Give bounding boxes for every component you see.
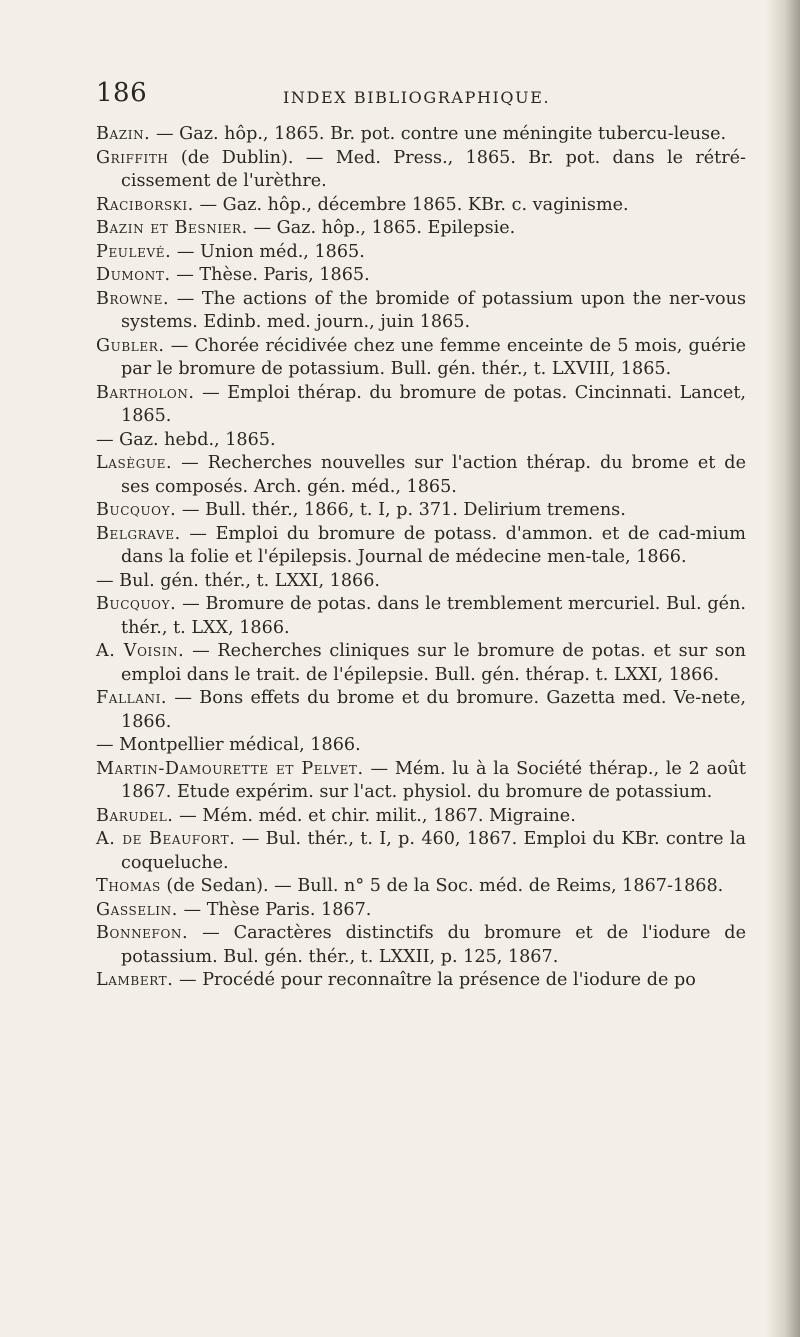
entry-text: — Bul. thér., t. I, p. 460, 1867. Emploi du KBr. contre la coqueluche. — [121, 829, 747, 873]
entry-author: Dumont. — [96, 265, 171, 285]
entry-author: Lambert. — [96, 970, 174, 990]
entry-text: — Bromure de potas. dans le tremblement mercuriel. Bul. gén. thér., t. LXX, 1866. — [121, 594, 746, 638]
bibliography-entry — [96, 875, 746, 899]
bibliography-entry — [96, 899, 746, 923]
entry-author: Raciborski. — [96, 194, 194, 215]
running-title: INDEX BIBLIOGRAPHIQUE. — [283, 88, 551, 107]
bibliography-entry — [96, 523, 746, 570]
bibliography-entry — [96, 687, 746, 734]
entry-text: — Montpellier médical, 1866. — [96, 735, 361, 755]
entry-author: Browne. — [96, 288, 170, 309]
bibliography-entry — [96, 264, 746, 288]
entry-text: (de Sedan). — Bull. n° 5 de la Soc. méd. de Reims, 1867-1868. — [160, 876, 724, 896]
bibliography-entry — [96, 194, 746, 218]
entry-author: A. de Beaufort. — [96, 829, 236, 849]
entry-author: A. Voisin. — [96, 641, 185, 661]
bibliography-entry-continuation — [96, 570, 746, 594]
entry-text: — Bons effets du brome et du bromure. Gazetta med. Ve-nete, 1866. — [121, 688, 746, 732]
entry-author: Fallani. — [96, 688, 168, 708]
bibliography-entry — [96, 382, 746, 429]
entry-author: Peulevé. — [96, 241, 172, 262]
bibliography-entry — [96, 147, 746, 194]
entry-author: Lasègue. — [96, 453, 173, 473]
entry-text: — Gaz. hebd., 1865. — [96, 429, 276, 450]
entry-author: Barudel. — [96, 805, 174, 826]
bibliography-entry — [96, 758, 746, 805]
bibliography-entry — [96, 640, 746, 687]
page-header — [96, 78, 756, 112]
page-number: 186 — [96, 78, 148, 108]
bibliography-entry — [96, 241, 746, 265]
entry-author: Bonnefon. — [96, 923, 189, 943]
bibliography-entry — [96, 828, 746, 875]
bibliography-entry — [96, 499, 746, 523]
entry-text: — Gaz. hôp., 1865. Br. pot. contre une méningite tubercu-leuse. — [150, 124, 727, 144]
entry-author: Martin-Damourette et Pelvet. — [96, 758, 364, 779]
entry-author: Gasselin. — [96, 899, 178, 920]
entry-text: — Caractères distinctifs du bromure et de l'iodure de potassium. Bul. gén. thér., t. LXXII, p. 125, 1867. — [121, 923, 746, 967]
entry-text: — The actions of the bromide of potassium upon the ner-vous systems. Edinb. med. journ., juin 1865. — [121, 288, 746, 332]
entry-text: — Union méd., 1865. — [171, 241, 365, 262]
bibliography-entry — [96, 452, 746, 499]
entry-author: Belgrave. — [96, 523, 181, 544]
entry-text: (de Dublin). — Med. Press., 1865. Br. pot. dans le rétré-cissement de l'urèthre. — [121, 147, 746, 191]
bibliography-entry — [96, 123, 746, 147]
entry-text: — Thèse. Paris, 1865. — [170, 265, 370, 285]
bibliography-entry-continuation — [96, 429, 746, 453]
bibliography-list — [96, 123, 746, 993]
entry-author: Bartholon. — [96, 382, 195, 403]
bibliography-entry — [96, 969, 746, 993]
page-edge-shadow — [766, 0, 800, 1337]
entry-author: Bazin. — [96, 124, 151, 144]
entry-text: — Gaz. hôp., décembre 1865. KBr. c. vaginisme. — [193, 194, 629, 215]
bibliography-entry — [96, 593, 746, 640]
entry-text: — Emploi du bromure de potass. d'ammon. et de cad-mium dans la folie et l'épilepsis. Journal de médecine men-tale, 1866. — [121, 523, 746, 567]
bibliography-entry — [96, 217, 746, 241]
entry-text: — Procédé pour reconnaître la présence de l'iodure de po — [173, 970, 696, 990]
bibliography-entry — [96, 922, 746, 969]
entry-text: — Chorée récidivée chez une femme enceinte de 5 mois, guérie par le bromure de potassium. Bull. gén. thér., t. LXVIII, 1865. — [121, 335, 746, 379]
entry-text: — Mém. méd. et chir. milit., 1867. Migraine. — [173, 805, 576, 826]
entry-text: — Emploi thérap. du bromure de potas. Cincinnati. Lancet, 1865. — [121, 382, 746, 426]
entry-author: Griffith — [96, 147, 169, 168]
entry-author: Bucquoy. — [96, 594, 177, 614]
entry-text: — Gaz. hôp., 1865. Epilepsie. — [247, 218, 516, 238]
entry-author: Bucquoy. — [96, 500, 177, 520]
bibliography-entry — [96, 335, 746, 382]
entry-author: Bazin et Besnier. — [96, 218, 248, 238]
bibliography-entry — [96, 288, 746, 335]
bibliography-entry — [96, 805, 746, 829]
entry-text: — Mém. lu à la Société thérap., le 2 août 1867. Etude expérim. sur l'act. physiol. du bromure de potassium. — [121, 758, 747, 802]
entry-text: — Recherches nouvelles sur l'action thérap. du brome et de ses composés. Arch. gén. méd., 1865. — [121, 453, 746, 497]
entry-author: Gubler. — [96, 335, 165, 356]
bibliography-entry-continuation — [96, 734, 746, 758]
entry-text: — Recherches cliniques sur le bromure de potas. et sur son emploi dans le trait. de l'épilepsie. Bull. gén. thérap. t. LXXI, 1866. — [121, 641, 747, 685]
entry-text: — Thèse Paris. 1867. — [177, 899, 372, 920]
entry-text: — Bull. thér., 1866, t. I, p. 371. Delirium tremens. — [176, 500, 626, 520]
entry-text: — Bul. gén. thér., t. LXXI, 1866. — [96, 570, 381, 591]
entry-author: Thomas — [96, 876, 161, 896]
